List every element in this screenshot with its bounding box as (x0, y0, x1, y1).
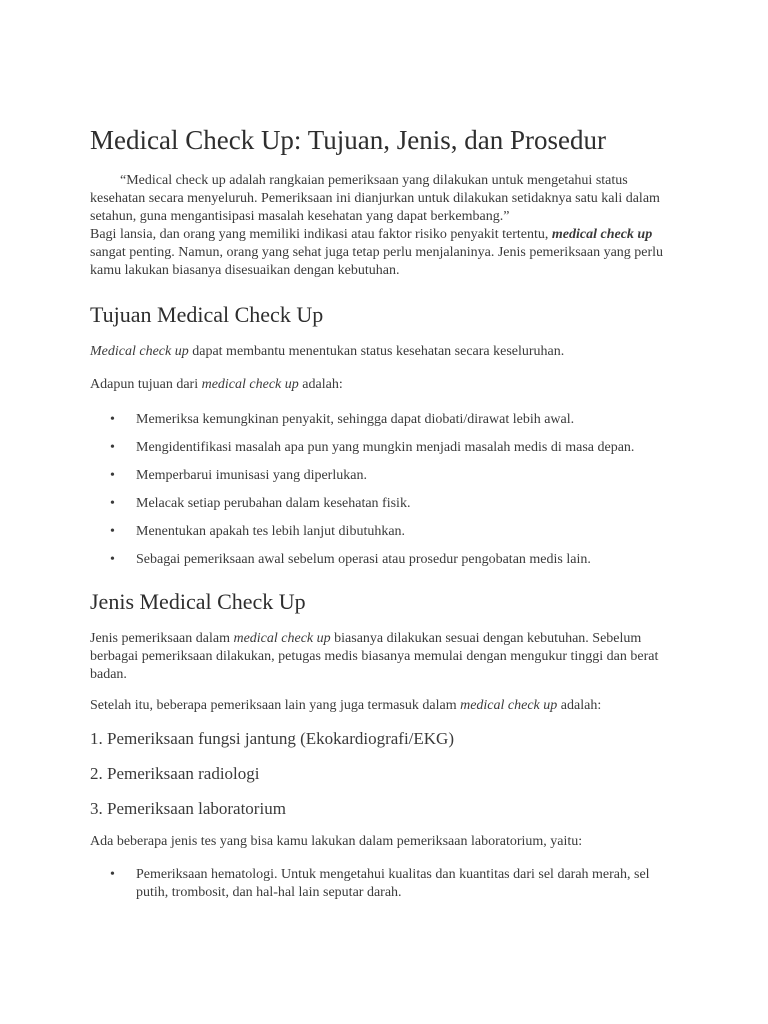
intro-paragraph (90, 226, 680, 280)
text-run: Bagi lansia, dan orang yang memiliki indikasi atau faktor risiko penyakit tertentu, (90, 227, 552, 242)
text-run: biasanya dilakukan sesuai dengan kebutuhan. Sebelum berbagai pemeriksaan dilakukan, petugas medis biasanya memulai dengan mengukur tinggi dan berat badan. (90, 631, 659, 682)
tujuan-paragraph-1 (90, 343, 680, 361)
list-item: • Melacak setiap perubahan dalam kesehatan fisik. (90, 495, 680, 513)
jenis-paragraph-1 (90, 630, 680, 684)
page-title: Medical Check Up: Tujuan, Jenis, dan Prosedur (90, 125, 606, 155)
emphasis-text: medical check up (201, 377, 299, 392)
lab-test-list (90, 866, 680, 902)
list-item: • Sebagai pemeriksaan awal sebelum operasi atau prosedur pengobatan medis lain. (90, 551, 680, 569)
emphasis-text: medical check up (460, 698, 558, 713)
text-run: dapat membantu menentukan status kesehatan secara keseluruhan. (188, 344, 565, 359)
text-run: Adapun tujuan dari (90, 377, 202, 392)
list-item: • Mengidentifikasi masalah apa pun yang mungkin menjadi masalah medis di masa depan. (90, 439, 680, 457)
tujuan-paragraph-2 (90, 376, 680, 394)
list-item: • Pemeriksaan hematologi. Untuk mengetahui kualitas dan kuantitas dari sel darah merah, sel putih, trombosit, dan hal-hal lain seputar darah. (90, 866, 680, 902)
intro-quote: “Medical check up adalah rangkaian pemeriksaan yang dilakukan untuk mengetahui status kesehatan secara menyeluruh. Pemeriksaan ini dianjurkan untuk dilakukan setidaknya satu kali dalam setahun, guna mengantisipasi masalah kesehatan yang dapat berkembang.” (90, 173, 660, 224)
numbered-item: 2. Pemeriksaan radiologi (90, 764, 260, 783)
tujuan-list (90, 411, 680, 569)
emphasis-text: medical check up (551, 227, 653, 242)
section-heading-tujuan: Tujuan Medical Check Up (90, 302, 324, 327)
jenis-paragraph-3: Ada beberapa jenis tes yang bisa kamu lakukan dalam pemeriksaan laboratorium, yaitu: (90, 834, 583, 849)
numbered-item: 1. Pemeriksaan fungsi jantung (Ekokardiografi/EKG) (90, 729, 454, 748)
numbered-item: 3. Pemeriksaan laboratorium (90, 799, 286, 818)
emphasis-text: medical check up (233, 631, 331, 646)
list-item: • Memperbarui imunisasi yang diperlukan. (90, 467, 680, 485)
document-body (90, 124, 680, 902)
jenis-paragraph-2 (90, 697, 680, 715)
text-run: adalah: (557, 698, 602, 713)
text-run: sangat penting. Namun, orang yang sehat juga tetap perlu menjalaninya. Jenis pemeriksaan yang perlu kamu lakukan biasanya disesuaikan dengan kebutuhan. (90, 245, 664, 278)
section-heading-jenis: Jenis Medical Check Up (90, 589, 306, 614)
text-run: Setelah itu, beberapa pemeriksaan lain yang juga termasuk dalam (90, 698, 461, 713)
list-item: • Menentukan apakah tes lebih lanjut dibutuhkan. (90, 523, 680, 541)
emphasis-text: Medical check up (90, 344, 189, 359)
list-item: • Memeriksa kemungkinan penyakit, sehingga dapat diobati/dirawat lebih awal. (90, 411, 680, 429)
text-run: Jenis pemeriksaan dalam (90, 631, 234, 646)
text-run: adalah: (298, 377, 343, 392)
